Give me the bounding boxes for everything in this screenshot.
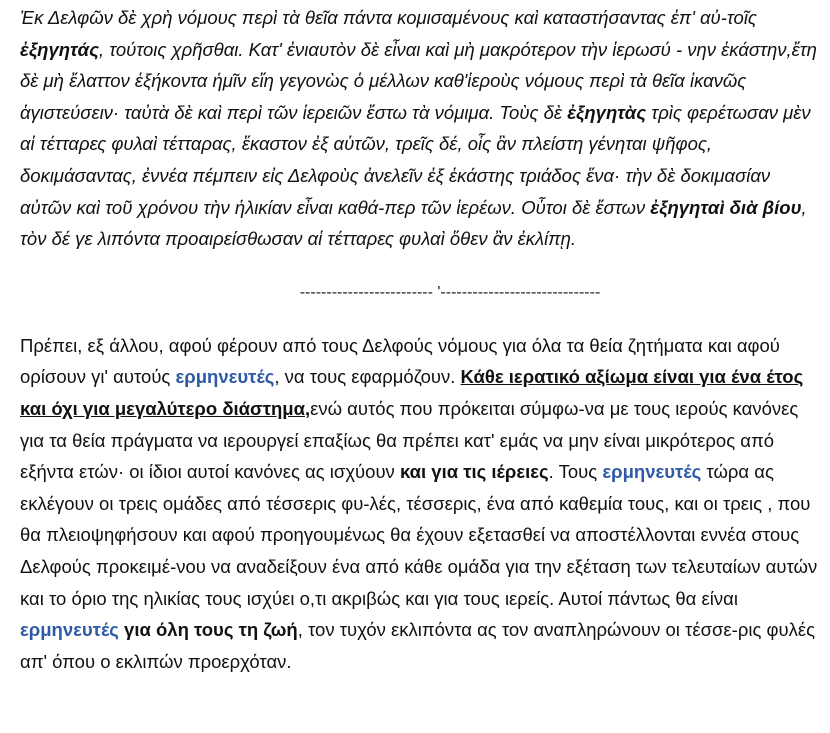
modern-text-segment: . Τους	[548, 461, 603, 483]
ancient-greek-paragraph	[20, 2, 820, 255]
modern-text-segment: , να τους εφαρμόζουν.	[274, 366, 461, 388]
greek-text-segment: Ἐκ Δελφῶν δὲ χρὴ νόμους περὶ τὰ θεῖα πάντα κομισαμένους καὶ καταστήσαντας ἐπ' αὐ-τοῖς	[20, 7, 757, 28]
bold-phrase: για όλη τους τη ζωή	[118, 619, 298, 641]
greek-text-segment: τρὶς φερέτωσαν μὲν αἱ τέτταρες φυλαὶ τέτταρας, ἕκαστον ἐξ αὑτῶν, τρεῖς δέ, οἷς ἂν πλείστη γένηται ψῆφος, δοκιμάσαντας, ἐννέα πέμπειν εἰς Δελφοὺς ἀνελεῖν ἐξ ἑκάστης τριάδος ἕνα· τὴν δὲ δοκιμασίαν αὐτῶν καὶ τοῦ χρόνου τὴν ἡλικίαν εἶναι καθά-περ τῶν ἱερέων. Οὗτοι δὲ ἔστων	[20, 101, 811, 218]
greek-text-segment: , τὸν δέ γε λιπόντα προαιρείσθωσαν αἱ τέτταρες φυλαὶ ὅθεν ἂν ἐκλίπῃ.	[20, 196, 807, 250]
modern-text-segment: Πρέπει, εξ άλλου, αφού φέρουν από τους Δελφούς νόμους για όλα τα θεία ζητήματα και αφού ορίσουν γι' αυτούς	[20, 334, 780, 388]
modern-text-segment: ενώ αυτός που πρόκειται σύμφω-να με τους ιερούς κανόνες για τα θεία πράγματα να ιερουργεί επαξίως θα πρέπει κατ' εμάς να μην είναι μικρότερος από εξήντα ετών· οι ίδιοι αυτοί κανόνες ας ισχύουν	[20, 397, 799, 483]
modern-text-segment: , τον τυχόν εκλιπόντα ας τον αναπληρώνουν οι τέσσε-ρις φυλές απ' όπου ο εκλιπών προερχόταν.	[20, 619, 816, 672]
modern-greek-paragraph	[20, 330, 820, 678]
modern-text-segment: τώρα ας εκλέγουν οι τρεις ομάδες από τέσσερις φυ-λές, τέσσερις, ένα από καθεμία τους, και οι τρεις , που θα πλειοψηφήσουν και αφού προηγουμένως θα έχουν εξετασθεί να αποστέλλονται εννέα στους Δελφούς προκειμέ-νου να αναδείξουν ένα από κάθε ομάδα για την εξέταση των τελευταίων αυτών και το όριο της ηλικίας τους ισχύει ο,τι ακριβώς και για τους ιερείς. Αυτοί πάντως θα είναι	[20, 461, 818, 609]
highlighted-term: ερμηνευτές	[602, 461, 702, 483]
greek-bold-term: ἐξηγητάς	[20, 38, 99, 60]
bold-phrase: και για τις ιέρειες	[399, 461, 549, 483]
greek-bold-term: ἐξηγητὰς	[567, 101, 647, 123]
section-separator: ------------------------- '------------------------------	[299, 283, 601, 301]
highlighted-term: ερμηνευτές	[20, 619, 119, 641]
greek-bold-term: ἐξηγηταὶ διὰ βίου	[650, 196, 802, 218]
greek-text-segment: , τούτοις χρῆσθαι. Κατ' ἐνιαυτὸν δὲ εἶναι καὶ μὴ μακρότερον τὴν ἱερωσύ - νην ἑκάστην,ἔτη δὲ μὴ ἔλαττον ἑξήκοντα ἡμῖν εἴη γεγονὼς ὁ μέλλων καθ'ἱεροὺς νόμους περὶ τὰ θεῖα ἱκανῶς ἁγιστεύσειν· ταὐτὰ δὲ καὶ περὶ τῶν ἱερειῶν ἔστω τὰ νόμιμα. Τοὺς δὲ	[20, 38, 817, 123]
underlined-bold-phrase: Κάθε ιερατικό αξίωμα είναι για ένα έτος και όχι για μεγαλύτερο διάστημα,	[20, 366, 804, 419]
highlighted-term: ερμηνευτές	[175, 366, 275, 388]
document-page	[20, 2, 820, 677]
